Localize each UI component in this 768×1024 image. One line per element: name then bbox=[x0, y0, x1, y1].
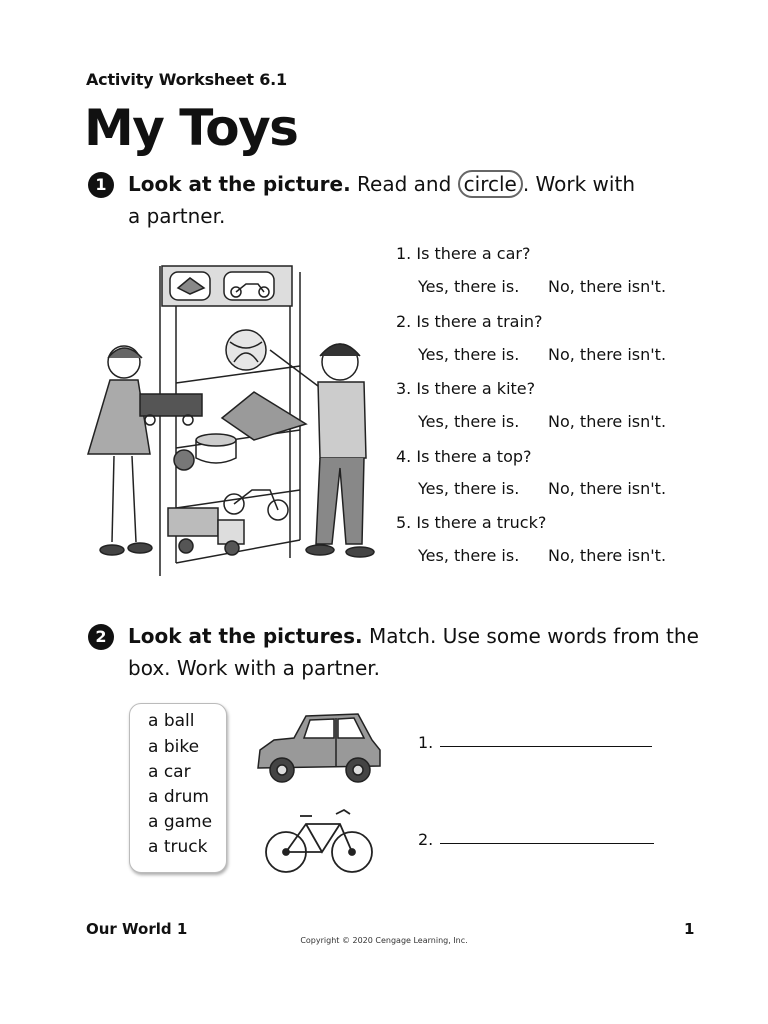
question-1: 1. Is there a car? bbox=[396, 244, 531, 263]
answer-yes-2[interactable]: Yes, there is. bbox=[418, 345, 520, 364]
answer-no-5[interactable]: No, there isn't. bbox=[548, 546, 667, 565]
word-box-item: a car bbox=[148, 762, 191, 782]
word-box-item: a drum bbox=[148, 787, 209, 807]
question-2: 2. Is there a train? bbox=[396, 312, 543, 331]
question-4: 4. Is there a top? bbox=[396, 447, 532, 466]
instruction-text-b: . Work with bbox=[522, 172, 635, 196]
section-2-instructions-line2: box. Work with a partner. bbox=[128, 656, 381, 680]
car-illustration bbox=[254, 710, 384, 785]
answer-label-2: 2. bbox=[418, 830, 434, 849]
footer-book-title: Our World 1 bbox=[86, 920, 188, 938]
answer-no-1[interactable]: No, there isn't. bbox=[548, 277, 667, 296]
instruction-bold-2: Look at the pictures. bbox=[128, 624, 363, 648]
question-5: 5. Is there a truck? bbox=[396, 513, 547, 532]
section-1-instructions-line2: a partner. bbox=[128, 204, 226, 228]
toy-shelf-illustration bbox=[84, 258, 384, 578]
answer-yes-4[interactable]: Yes, there is. bbox=[418, 479, 520, 498]
word-box-item: a truck bbox=[148, 837, 208, 857]
answer-yes-1[interactable]: Yes, there is. bbox=[418, 277, 520, 296]
word-box-item: a bike bbox=[148, 737, 200, 757]
answer-label-1: 1. bbox=[418, 733, 434, 752]
answer-line-1[interactable] bbox=[440, 746, 652, 747]
copyright-notice: Copyright © 2020 Cengage Learning, Inc. bbox=[300, 936, 468, 945]
page-title: My Toys bbox=[84, 99, 298, 157]
answer-yes-5[interactable]: Yes, there is. bbox=[418, 546, 520, 565]
footer-page-number: 1 bbox=[684, 920, 695, 938]
bike-illustration bbox=[264, 806, 376, 878]
circled-word: circle bbox=[458, 170, 523, 198]
word-box-item: a game bbox=[148, 812, 213, 832]
worksheet-subtitle: Activity Worksheet 6.1 bbox=[86, 70, 287, 89]
answer-no-3[interactable]: No, there isn't. bbox=[548, 412, 667, 431]
answer-no-4[interactable]: No, there isn't. bbox=[548, 479, 667, 498]
section-number-2: 2 bbox=[88, 624, 114, 650]
section-number-1: 1 bbox=[88, 172, 114, 198]
section-1-instructions bbox=[128, 168, 635, 200]
question-3: 3. Is there a kite? bbox=[396, 379, 536, 398]
instruction-bold: Look at the picture. bbox=[128, 172, 351, 196]
answer-line-2[interactable] bbox=[440, 843, 654, 844]
answer-yes-3[interactable]: Yes, there is. bbox=[418, 412, 520, 431]
instruction-text-2a: Match. Use some words from the bbox=[362, 624, 699, 648]
section-2-instructions bbox=[128, 620, 699, 652]
word-box-item: a ball bbox=[148, 711, 195, 731]
answer-no-2[interactable]: No, there isn't. bbox=[548, 345, 667, 364]
instruction-text-a: Read and bbox=[350, 172, 458, 196]
